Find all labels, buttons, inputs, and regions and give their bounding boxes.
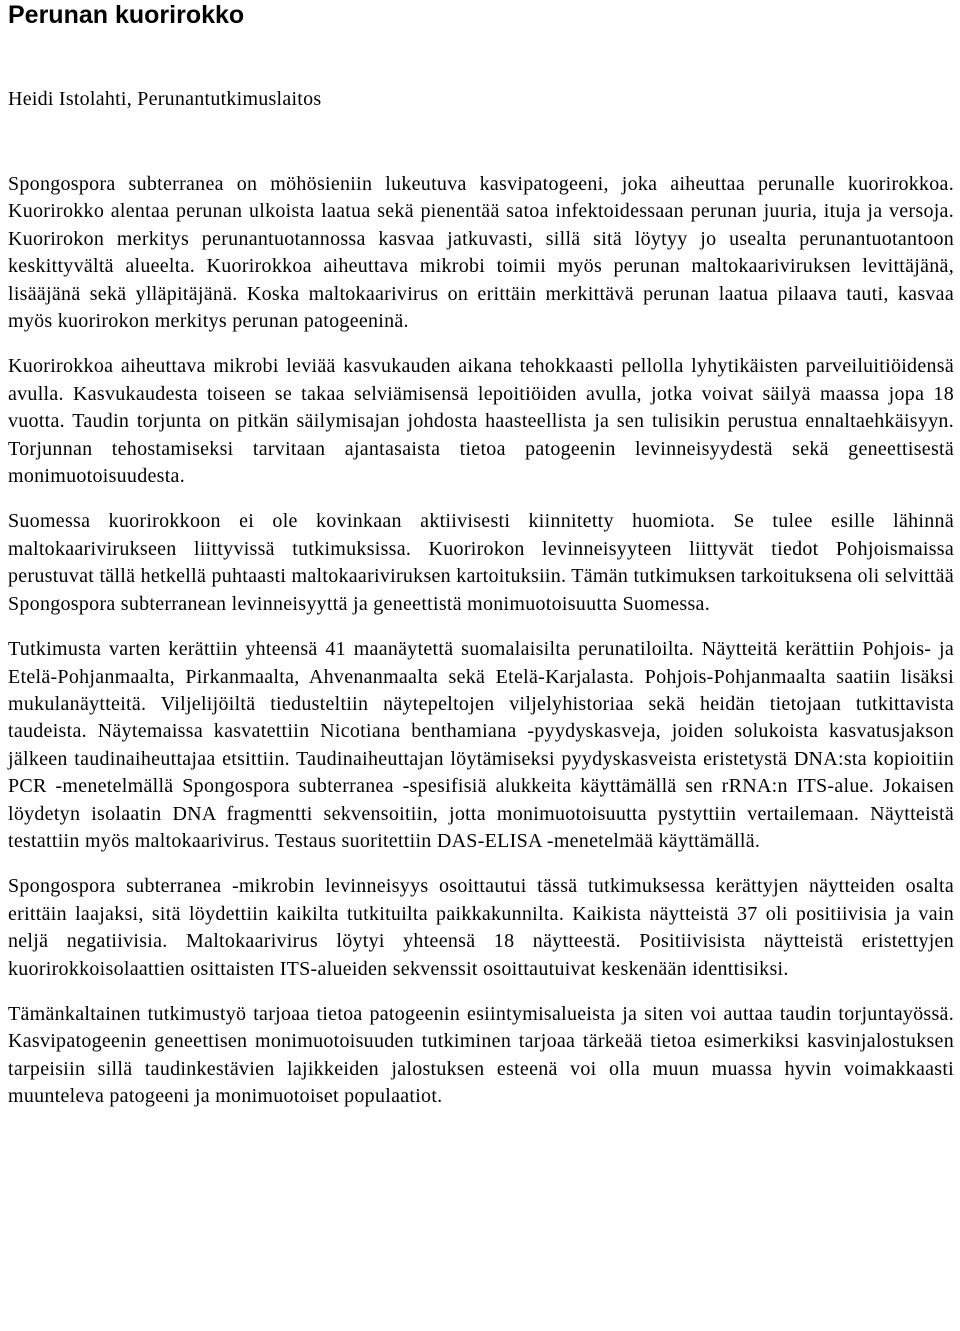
paragraph-3: Suomessa kuorirokkoon ei ole kovinkaan aktiivisesti kiinnitetty huomiota. Se tulee esille lähinnä maltokaarivirukseen liittyvissä tutkimuksissa. Kuorirokon levinneisyyteen liittyvät tiedot Pohjoismaissa perustuvat tällä hetkellä puhtaasti maltokaariviruksen kartoituksiin. Tämän tutkimuksen tarkoituksena oli selvittää Spongospora subterranean levinneisyyttä ja geneettistä monimuotoisuutta Suomessa. (8, 510, 954, 615)
paragraph-4: Tutkimusta varten kerättiin yhteensä 41 maanäytettä suomalaisilta perunatiloilta. Näytteitä kerättiin Pohjois- ja Etelä-Pohjanmaalta, Pirkanmaalta, Ahvenanmaalta sekä Etelä-Karjalasta. Pohjois-Pohjanmaalta saatiin lisäksi mukulanäytteitä. Viljelijöiltä tiedusteltiin näytepeltojen viljelyhistoriaa sekä heidän tietojaan tutkittavista taudeista. Näytemaissa kasvatettiin Nicotiana benthamiana -pyydyskasveja, joiden solukoista kasvatusjakson jälkeen taudinaiheuttajaa etsittiin. Taudinaiheuttajan löytämiseksi pyydyskasveista eristetystä DNA:sta kopioitiin PCR -menetelmällä Spongospora subterranea -spesifisiä alukkeita käyttämällä sen rRNA:n ITS-alue. Jokaisen löydetyn isolaatin DNA fragmentti sekvensoitiin, jotta monimuotoisuutta pystyttiin vertailemaan. Näytteistä testattiin myös maltokaarivirus. Testaus suoritettiin DAS-ELISA -menetelmää käyttämällä. (8, 638, 954, 852)
document-page (8, 0, 954, 1111)
author-line: Heidi Istolahti, Perunantutkimuslaitos (8, 88, 322, 110)
paragraph-2: Kuorirokkoa aiheuttava mikrobi leviää kasvukauden aikana tehokkaasti pellolla lyhytikäisten parveiluitiöidensä avulla. Kasvukaudesta toiseen se takaa selviämisensä lepoitiöiden avulla, jotka voivat säilyä maassa jopa 18 vuotta. Taudin torjunta on pitkän säilymisajan johdosta haasteellista ja sen tulisikin perustua ennaltaehkäisyyn. Torjunnan tehostamiseksi tarvitaan ajantasaista tietoa patogeenin levinneisyydestä sekä geneettisestä monimuotoisuudesta. (8, 355, 954, 488)
document-title: Perunan kuorirokko (8, 1, 245, 29)
paragraph-6: Tämänkaltainen tutkimustyö tarjoaa tietoa patogeenin esiintymisalueista ja siten voi auttaa taudin torjuntayössä. Kasvipatogeenin geneettisen monimuotoisuuden tutkiminen tarjoaa tärkeää tietoa esimerkiksi kasvinjalostuksen tarpeisiin sillä taudinkestävien lajikkeiden jalostuksen esteenä voi olla muun muassa hyvin voimakkaasti muunteleva patogeeni ja monimuotoiset populaatiot. (8, 1002, 954, 1108)
paragraph-5: Spongospora subterranea -mikrobin levinneisyys osoittautui tässä tutkimuksessa kerättyjen näytteiden osalta erittäin laajaksi, sitä löydettiin kaikilta tutkituilta paikkakunnilta. Kaikista näytteistä 37 oli positiivisia ja vain neljä negatiivisia. Maltokaarivirus löytyi yhteensä 18 näytteestä. Positiivisista näytteistä eristettyjen kuorirokkoisolaattien osittaisten ITS-alueiden sekvenssit osoittautuivat keskenään identtisiksi. (8, 875, 954, 980)
paragraph-1: Spongospora subterranea on möhösieniin lukeutuva kasvipatogeeni, joka aiheuttaa perunalle kuorirokkoa. Kuorirokko alentaa perunan ulkoista laatua sekä pienentää satoa infektoidessaan perunan juuria, ituja ja versoja. Kuorirokon merkitys perunantuotannossa kasvaa jatkuvasti, sillä sitä löytyy jo usealta perunantuotantoon keskittyvältä alueelta. Kuorirokkoa aiheuttava mikrobi toimii myös perunan maltokaariviruksen levittäjänä, lisääjänä sekä ylläpitäjänä. Koska maltokaarivirus on erittäin merkittävä perunan laatua pilaava tauti, kasvaa myös kuorirokon merkitys perunan patogeeninä. (8, 173, 954, 333)
